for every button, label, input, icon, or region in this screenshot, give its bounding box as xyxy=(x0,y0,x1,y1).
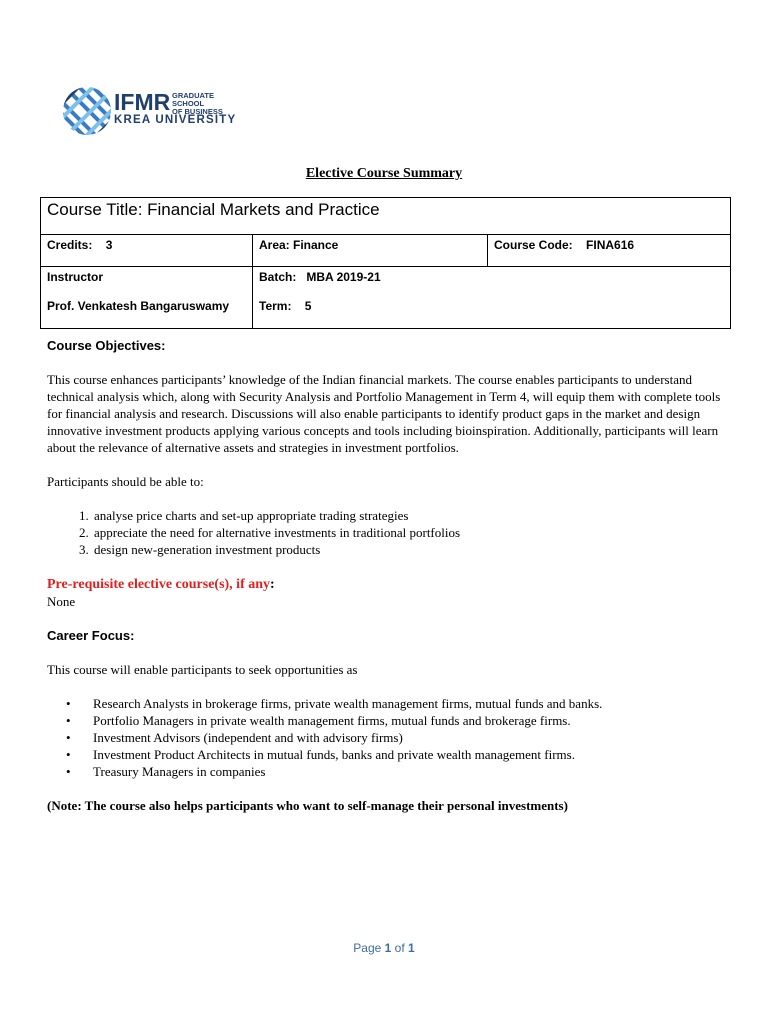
logo-name: IFMR xyxy=(114,89,171,115)
logo-university: KREA UNIVERSITY xyxy=(114,114,237,126)
instructor-name: Prof. Venkatesh Bangaruswamy xyxy=(47,299,230,313)
prerequisite-heading: Pre-requisite elective course(s), if any: xyxy=(47,577,275,592)
page-total: 1 xyxy=(408,941,415,955)
objectives-label: Course Objectives: xyxy=(47,338,166,353)
able-intro: Participants should be able to: xyxy=(47,474,204,489)
batch-label: Batch: xyxy=(259,270,297,284)
note: (Note: The course also helps participants who want to self-manage their personal investments) xyxy=(47,798,568,813)
course-code-value: FINA616 xyxy=(586,238,635,252)
prerequisite-label: Pre-requisite elective course(s), if any xyxy=(47,577,271,592)
course-code-label: Course Code: xyxy=(494,238,573,252)
ifmr-logo xyxy=(62,84,242,138)
page-current: 1 xyxy=(384,941,392,955)
objectives-paragraph: This course enhances participants’ knowledge of the Indian financial markets. The course enables participants to understand technical analysis which, along with Security Analysis and Portfolio Management in Term 4, will equip them with complete tools for financial analysis and research. Discussions will also enable participants to identify product gaps in the market and design innovative investment products applying various concepts and tools including bioinspiration. Additionally, participants will learn about the relevance of alternative assets and strategies in investment portfolios. xyxy=(47,372,721,455)
credits-value: 3 xyxy=(105,238,113,252)
list-item: • Investment Product Architects in mutual funds, banks and private wealth management firms. xyxy=(93,746,727,763)
term-value: 5 xyxy=(304,299,312,313)
course-info-table xyxy=(40,197,731,329)
term-line xyxy=(259,299,724,328)
list-item: 1. analyse price charts and set-up appropriate trading strategies xyxy=(92,507,727,524)
page-footer: Page 1 of 1 xyxy=(353,941,415,955)
course-title: Course Title: Financial Markets and Practice xyxy=(41,198,731,235)
course-code-cell xyxy=(488,235,731,267)
list-item: • Treasury Managers in companies xyxy=(93,763,727,780)
objectives-list xyxy=(47,507,727,558)
instructor-label: Instructor xyxy=(47,270,104,284)
prerequisite-value: None xyxy=(47,594,76,609)
list-item: • Investment Advisors (independent and with advisory firms) xyxy=(93,729,727,746)
document-body xyxy=(47,337,727,814)
term-label: Term: xyxy=(259,299,292,313)
career-list xyxy=(47,695,727,780)
instructor-cell xyxy=(41,267,253,329)
list-item: • Portfolio Managers in private wealth management firms, mutual funds and brokerage firms. xyxy=(93,712,727,729)
document-heading: Elective Course Summary xyxy=(305,166,463,181)
list-item: • Research Analysts in brokerage firms, private wealth management firms, mutual funds and banks. xyxy=(93,695,727,712)
credits-label: Credits: xyxy=(47,238,93,252)
logo-tagline: GRADUATE SCHOOL OF BUSINESS xyxy=(172,91,223,116)
ifmr-emblem-icon xyxy=(62,84,112,138)
list-item: 2. appreciate the need for alternative investments in traditional portfolios xyxy=(92,524,727,541)
area-cell: Area: Finance xyxy=(253,235,488,267)
career-intro: This course will enable participants to seek opportunities as xyxy=(47,662,358,677)
batch-line xyxy=(259,270,724,299)
career-label: Career Focus: xyxy=(47,628,135,643)
batch-term-cell xyxy=(253,267,731,329)
credits-cell xyxy=(41,235,253,267)
list-item: 3. design new-generation investment products xyxy=(92,541,727,558)
batch-value: MBA 2019-21 xyxy=(306,270,381,284)
